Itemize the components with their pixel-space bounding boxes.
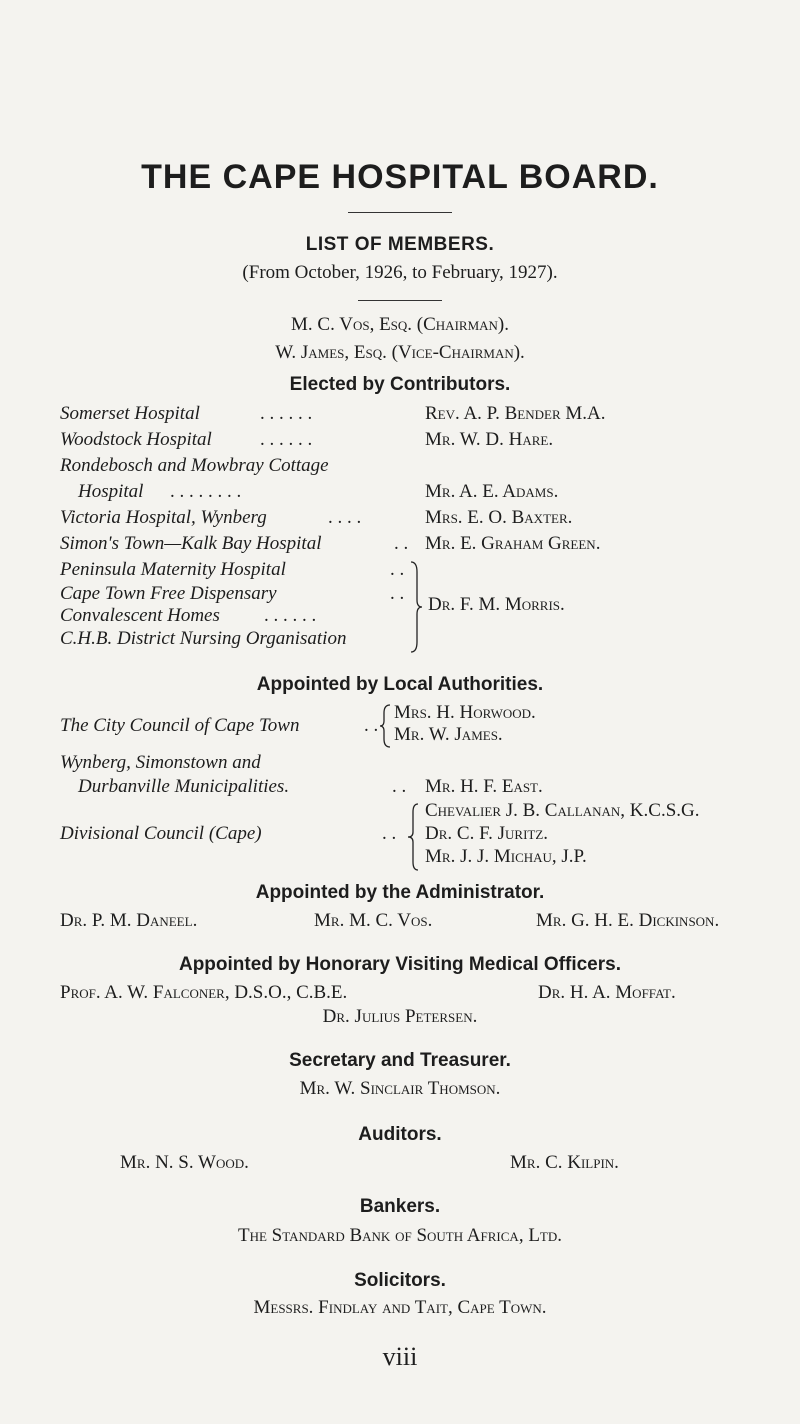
divisional-brace [406,802,422,872]
leader-dots: . . [382,823,397,844]
elected-hospital: Woodstock Hospital [60,429,212,450]
elected-member: Mr. A. E. Adams. [425,481,559,502]
secretary-heading: Secretary and Treasurer. [289,1050,511,1071]
chairman-line: M. C. Vos, Esq. (Chairman). [291,314,509,335]
medical-member: Prof. A. W. Falconer, D.S.O., C.B.E. [60,982,348,1003]
city-brace [378,703,392,749]
leader-dots: . . . . . . [264,605,317,626]
leader-dots: . . . . . . [260,403,313,424]
local-heading: Appointed by Local Authorities. [256,674,544,695]
secretary-name: Mr. W. Sinclair Thomson. [299,1078,501,1099]
elected-hospital: Rondebosch and Mowbray Cottage [60,455,329,476]
solicitors-heading: Solicitors. [354,1270,446,1291]
elected-hospital: Convalescent Homes [60,605,220,626]
leader-dots: . . [392,776,407,797]
elected-hospital: Cape Town Free Dispensary [60,583,277,604]
administrator-member: Mr. G. H. E. Dickinson. [536,910,720,931]
auditor-name: Mr. C. Kilpin. [510,1152,619,1173]
period-text: (From October, 1926, to February, 1927). [242,262,558,283]
bankers-heading: Bankers. [359,1196,441,1217]
municipalities-label: Durbanville Municipalities. [78,776,290,797]
solicitors-name: Messrs. Findlay and Tait, Cape Town. [253,1297,547,1318]
bankers-name: The Standard Bank of South Africa, Ltd. [237,1225,563,1246]
elected-member: Mr. W. D. Hare. [425,429,554,450]
leader-dots: . . [390,583,405,604]
medical-member: Dr. Julius Petersen. [322,1006,478,1027]
auditor-name: Mr. N. S. Wood. [120,1152,249,1173]
city-member: Mr. W. James. [394,724,503,745]
elected-hospital: Victoria Hospital, Wynberg [60,507,267,528]
elected-member: Rev. A. P. Bender M.A. [425,403,606,424]
medical-member: Dr. H. A. Moffat. [538,982,676,1003]
vice-chairman-line: W. James, Esq. (Vice-Chairman). [275,342,525,363]
divisional-council-label: Divisional Council (Cape) [60,823,262,844]
auditors-heading: Auditors. [358,1124,442,1145]
elected-hospital: Hospital [78,481,144,502]
divisional-member: Dr. C. F. Juritz. [425,823,549,844]
municipalities-member: Mr. H. F. East. [425,776,543,797]
leader-dots: . . [364,715,379,736]
divisional-member: Chevalier J. B. Callanan, K.C.S.G. [425,800,700,821]
page-number: viii [382,1342,418,1371]
elected-member: Mrs. E. O. Baxter. [425,507,573,528]
grouped-member: Dr. F. M. Morris. [428,594,565,615]
leader-dots: . . [394,533,409,554]
elected-hospital: Somerset Hospital [60,403,200,424]
elected-heading: Elected by Contributors. [289,374,511,395]
leader-dots: . . . . . . [260,429,313,450]
leader-dots: . . . . . . . . [170,481,242,502]
divisional-member: Mr. J. J. Michau, J.P. [425,846,587,867]
administrator-member: Mr. M. C. Vos. [314,910,433,931]
elected-hospital: Peninsula Maternity Hospital [60,559,286,580]
elected-hospital: C.H.B. District Nursing Organisation [60,628,347,649]
elected-hospital: Simon's Town—Kalk Bay Hospital [60,533,322,554]
leader-dots: . . . . [328,507,362,528]
leader-dots: . . [390,559,405,580]
elected-member: Mr. E. Graham Green. [425,533,601,554]
title-divider [348,212,452,213]
municipalities-label: Wynberg, Simonstown and [60,752,261,773]
page-title: THE CAPE HOSPITAL BOARD. [141,158,659,196]
city-council-label: The City Council of Cape Town [60,715,300,736]
administrator-heading: Appointed by the Administrator. [255,882,545,903]
grouping-brace [408,560,424,654]
period-divider [358,300,442,301]
city-member: Mrs. H. Horwood. [394,702,536,723]
list-heading: LIST OF MEMBERS. [305,234,495,255]
administrator-member: Dr. P. M. Daneel. [60,910,198,931]
medical-heading: Appointed by Honorary Visiting Medical Officers. [178,954,621,975]
